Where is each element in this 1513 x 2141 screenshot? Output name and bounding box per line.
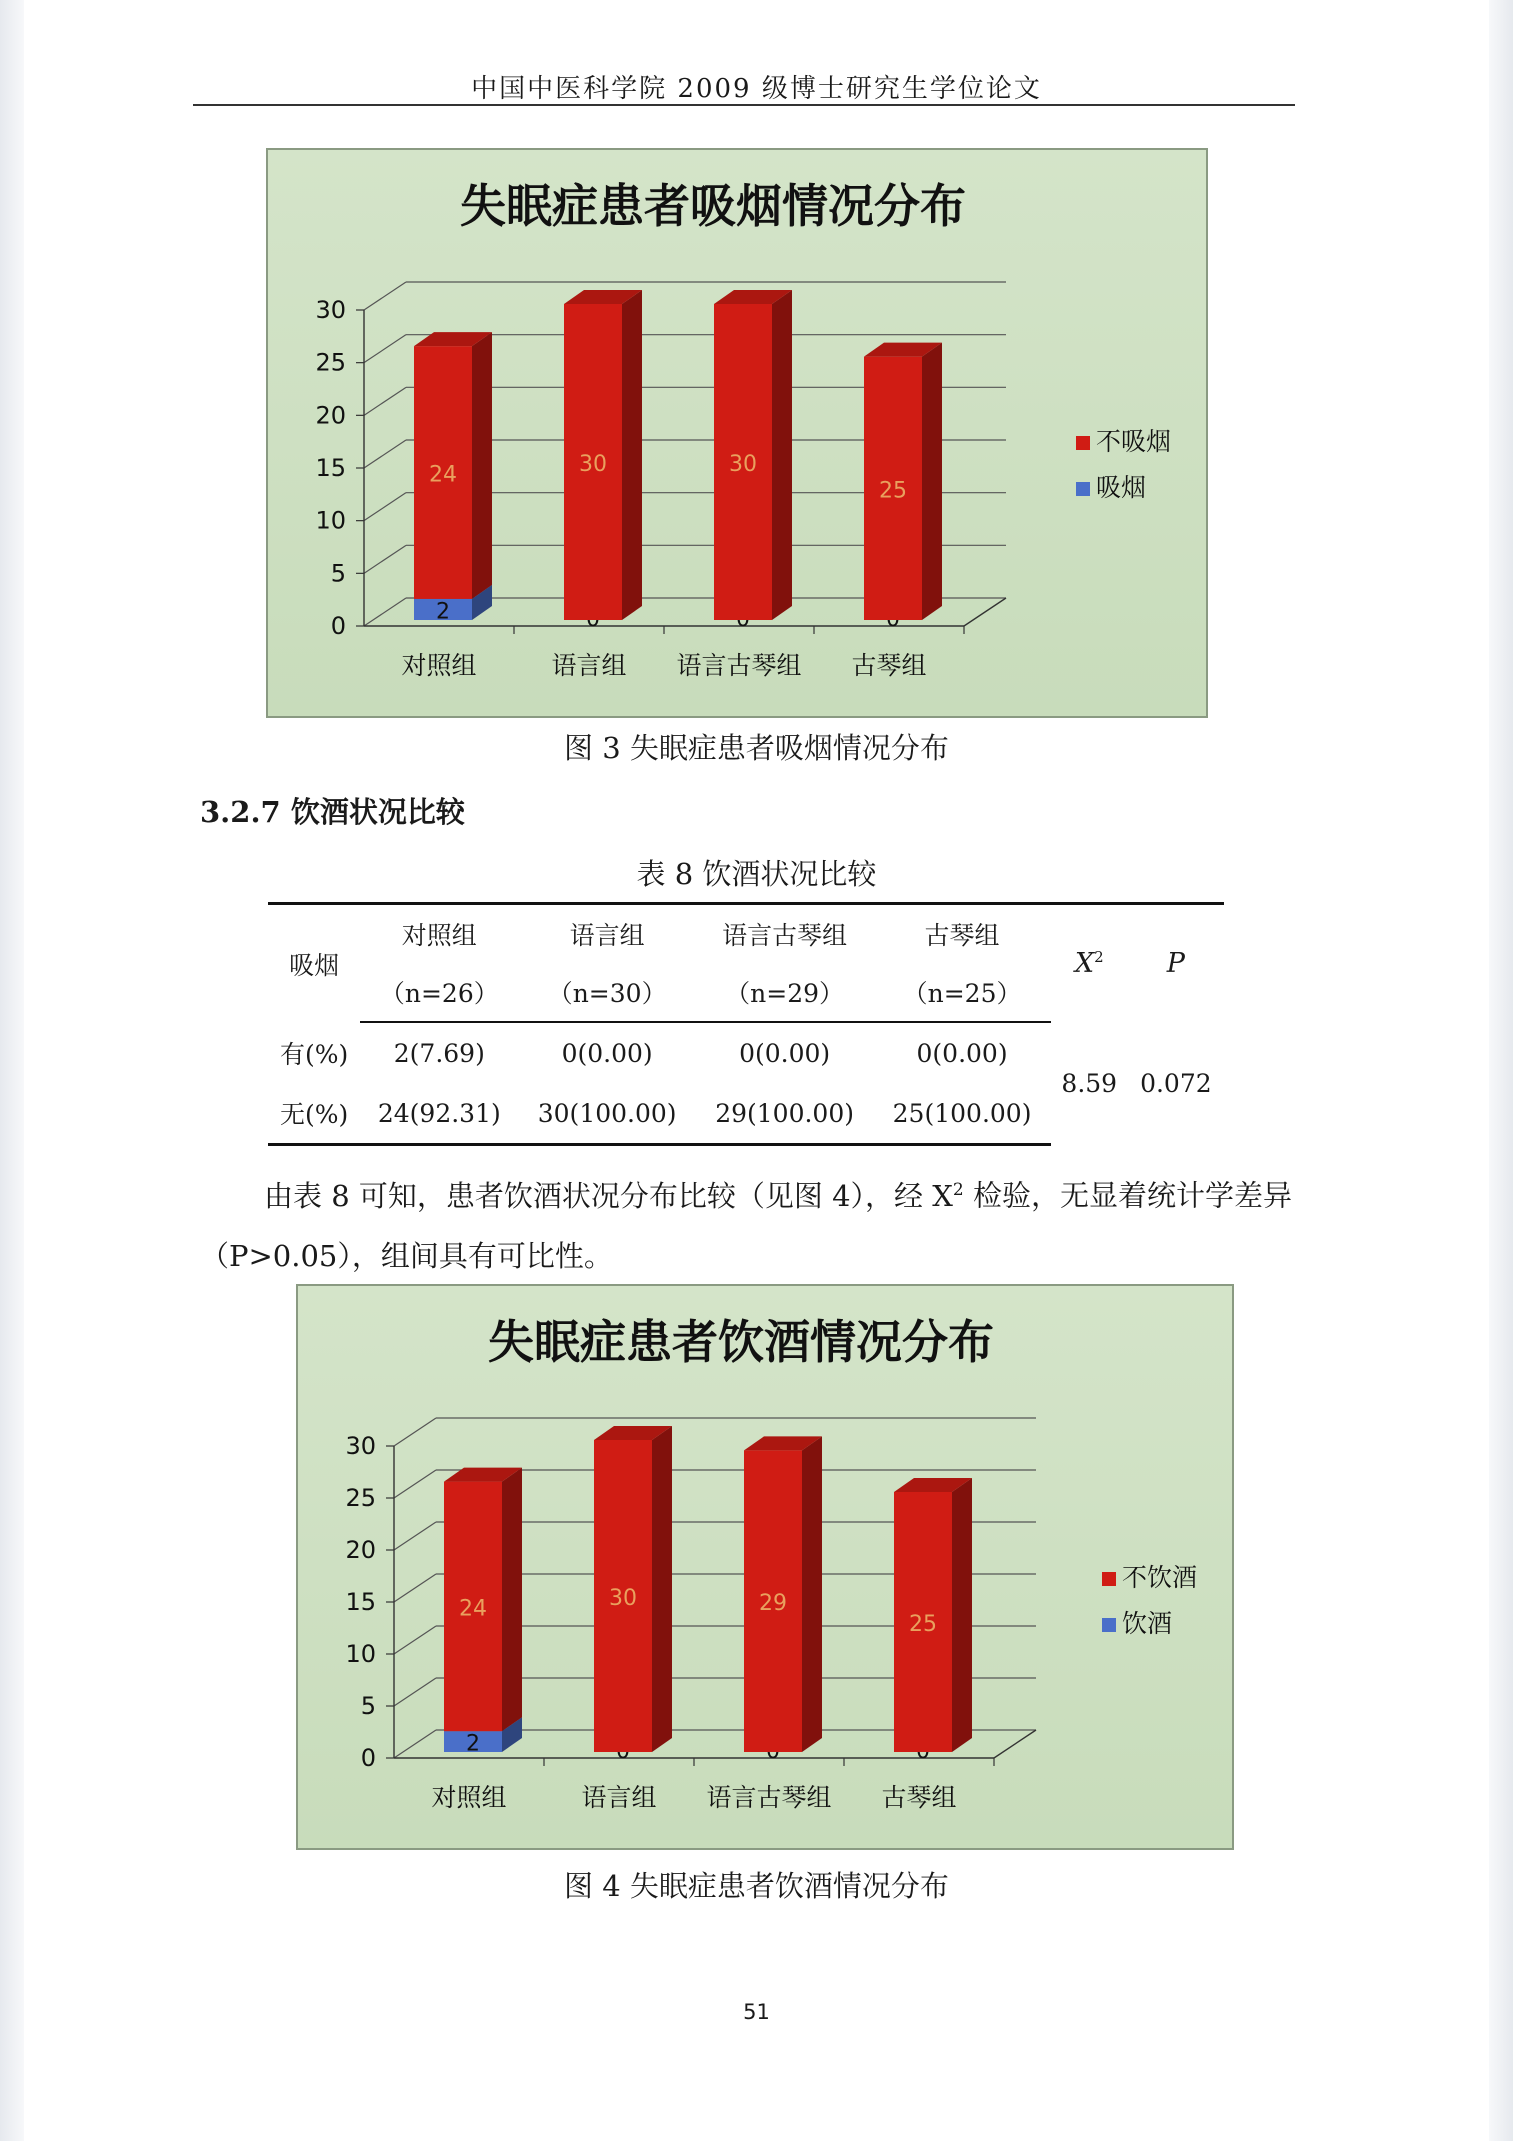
fig4-floor-edge (994, 1730, 1036, 1758)
fig3-y-tick-label: 5 (330, 559, 346, 588)
group-n: （n=26） (360, 963, 518, 1022)
fig4-grid-side (394, 1418, 436, 1446)
fig4-grid-side (394, 1522, 436, 1550)
fig3-grid-side (364, 493, 406, 521)
fig4-grid-side (394, 1678, 436, 1706)
fig4-y-tick-label: 30 (345, 1432, 376, 1460)
fig3-bar-side (772, 290, 792, 620)
table-cell: 0(0.00) (739, 1038, 831, 1068)
fig4-data-label: 2 (466, 1731, 480, 1757)
fig4-y-tick-label: 5 (360, 1692, 376, 1720)
page-edge-right (1489, 0, 1513, 2141)
figure3-chart (266, 148, 1208, 718)
table-cell: 24(92.31) (360, 1083, 518, 1145)
fig3-data-label: 30 (579, 452, 607, 477)
group-name: 语言组 (518, 904, 695, 964)
fig4-category-label: 语言组 (581, 1783, 657, 1812)
fig4-bar-side (652, 1426, 672, 1752)
fig4-data-label: 25 (909, 1612, 937, 1637)
fig4-bar-side (502, 1468, 522, 1732)
fig4-legend-swatch (1102, 1618, 1116, 1632)
fig3-category-label: 古琴组 (851, 651, 927, 680)
header-rule (193, 104, 1295, 106)
fig4-data-label: 29 (759, 1591, 787, 1617)
chi-label: X (1074, 948, 1095, 979)
fig3-grid-side (364, 387, 406, 415)
fig3-grid-side (364, 440, 406, 468)
fig4-legend-swatch (1102, 1572, 1116, 1586)
fig3-grid-side (364, 545, 406, 573)
table8 (268, 902, 1224, 1146)
figure3-caption: 图 3 失眠症患者吸烟情况分布 (564, 731, 949, 765)
fig3-data-label: 2 (436, 599, 450, 625)
fig4-grid-side (394, 1730, 436, 1758)
fig4-grid-side (394, 1626, 436, 1654)
group-name: 语言古琴组 (696, 904, 873, 964)
group-n: （n=30） (518, 963, 695, 1022)
fig3-category-label: 语言古琴组 (676, 651, 802, 680)
page-edge-left (0, 0, 24, 2141)
fig4-bar-side (952, 1478, 972, 1752)
table-cell: 25(100.00) (873, 1083, 1050, 1145)
group-name: 古琴组 (873, 904, 1050, 964)
row-header: 吸烟 (268, 904, 360, 1023)
fig3-grid-side (364, 282, 406, 310)
figure4-chart (296, 1284, 1234, 1850)
fig3-bar-side (622, 290, 642, 620)
fig3-y-tick-label: 20 (315, 401, 346, 430)
fig3-legend-label: 不吸烟 (1096, 427, 1172, 456)
fig3-legend-label: 吸烟 (1096, 473, 1147, 502)
fig3-bar-side (922, 343, 942, 620)
fig4-grid-side (394, 1470, 436, 1498)
row-label: 无(%) (268, 1083, 360, 1145)
fig4-y-tick-label: 25 (345, 1484, 376, 1512)
fig3-data-label: 25 (879, 478, 907, 504)
paragraph-part1: 由表 8 可知，患者饮酒状况分布比较（见图 4），经 X (264, 1178, 953, 1213)
fig4-y-tick-label: 10 (345, 1640, 376, 1668)
fig3-svg (268, 150, 1206, 716)
fig4-grid-side (394, 1574, 436, 1602)
table8-caption: 表 8 饮酒状况比较 (636, 857, 877, 891)
fig3-data-label: 24 (429, 462, 457, 488)
fig4-title: 失眠症患者饮酒情况分布 (488, 1315, 994, 1369)
table-header-row (268, 904, 1224, 964)
table-cell: 0(0.00) (916, 1038, 1008, 1068)
chi-square-header (1051, 904, 1128, 1023)
fig4-data-label: 30 (609, 1586, 637, 1611)
table-row (268, 1022, 1224, 1083)
fig4-data-label: 24 (459, 1596, 487, 1622)
group-n: （n=29） (696, 963, 873, 1022)
fig3-y-tick-label: 15 (315, 454, 346, 482)
figure4-caption: 图 4 失眠症患者饮酒情况分布 (564, 1869, 949, 1903)
fig3-legend-swatch (1076, 482, 1090, 496)
fig4-category-label: 语言古琴组 (706, 1783, 832, 1812)
body-paragraph (200, 1160, 1316, 1286)
page-number: 51 (743, 2000, 770, 2024)
table-cell: 30(100.00) (518, 1083, 695, 1145)
table-cell: 29(100.00) (696, 1083, 873, 1145)
fig3-title: 失眠症患者吸烟情况分布 (460, 179, 966, 233)
paragraph-part2: 检验，无显着统计学差异（P>0.05），组间具有可比性。 (200, 1178, 1292, 1273)
paragraph-superscript: 2 (952, 1180, 964, 1200)
table-cell: 0(0.00) (561, 1038, 653, 1068)
fig3-y-tick-label: 30 (315, 296, 346, 324)
fig4-category-label: 对照组 (431, 1783, 507, 1812)
group-n: （n=25） (873, 963, 1050, 1022)
fig4-y-tick-label: 15 (345, 1588, 376, 1616)
fig3-grid-side (364, 335, 406, 363)
table-cell: 2(7.69) (393, 1038, 485, 1068)
p-value: 0.072 (1140, 1068, 1212, 1098)
fig3-legend-swatch (1076, 436, 1090, 450)
fig3-bar-side (472, 332, 492, 599)
fig4-category-label: 古琴组 (881, 1783, 957, 1812)
row-label: 有(%) (279, 1039, 349, 1069)
fig3-y-tick-label: 0 (330, 612, 346, 640)
fig4-legend-label: 不饮酒 (1122, 1563, 1198, 1592)
fig4-bar-side (802, 1436, 822, 1752)
fig3-y-tick-label: 25 (315, 348, 346, 377)
fig3-category-label: 语言组 (551, 651, 627, 680)
fig3-category-label: 对照组 (401, 651, 477, 680)
fig4-legend-label: 饮酒 (1122, 1609, 1173, 1638)
running-header: 中国中医科学院 2009 级博士研究生学位论文 (471, 74, 1042, 104)
fig4-y-tick-label: 0 (360, 1744, 376, 1772)
fig3-data-label: 30 (729, 452, 757, 477)
fig4-y-tick-label: 20 (345, 1536, 376, 1564)
p-header: P (1128, 904, 1224, 1023)
fig3-grid-side (364, 598, 406, 626)
fig3-y-tick-label: 10 (315, 506, 346, 535)
fig4-svg (298, 1286, 1232, 1848)
fig3-floor-edge (964, 598, 1006, 626)
chi-superscript: 2 (1094, 948, 1104, 966)
group-name: 对照组 (360, 904, 518, 964)
section-heading: 3.2.7 饮酒状况比较 (200, 795, 465, 829)
chi-value: 8.59 (1061, 1068, 1118, 1098)
